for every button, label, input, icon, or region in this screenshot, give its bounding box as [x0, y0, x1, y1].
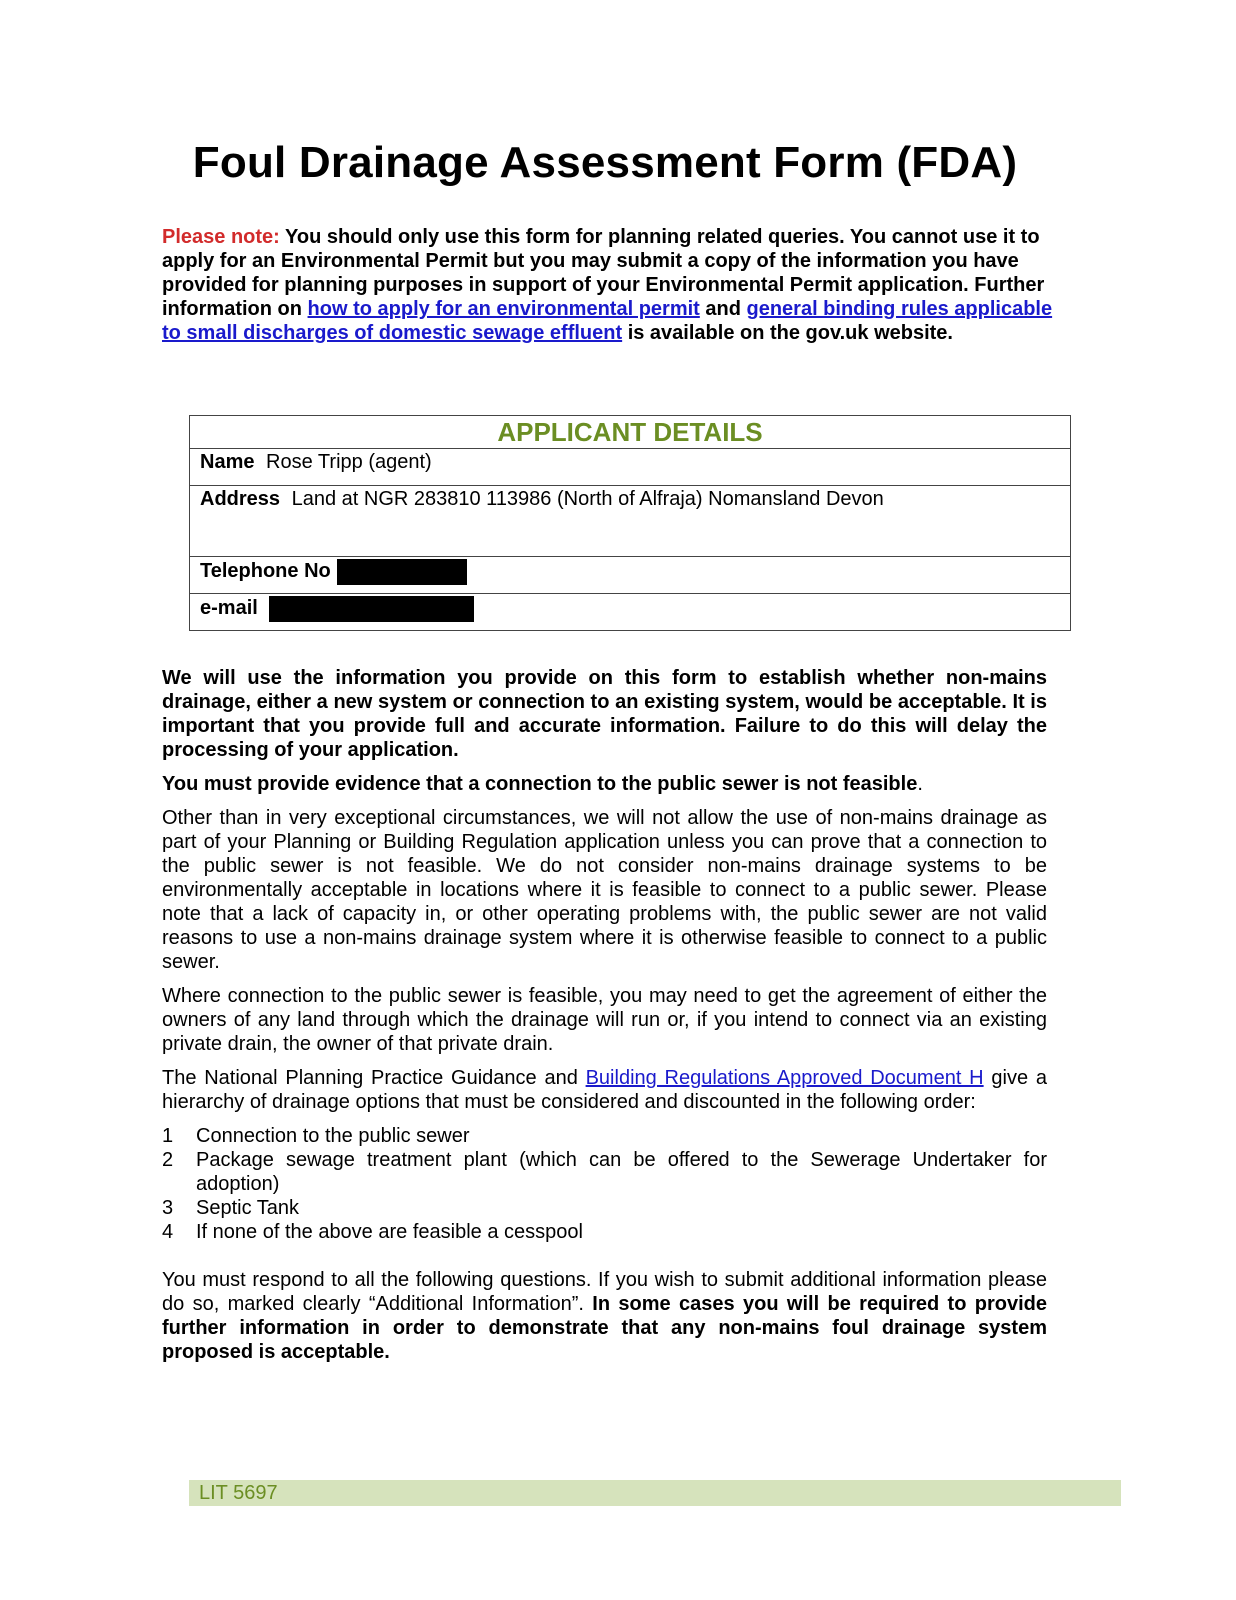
note-text-3: is available on the gov.uk website.: [622, 322, 953, 344]
drainage-options-list: [162, 1124, 1047, 1244]
agreement-paragraph: Where connection to the public sewer is feasible, you may need to get the agreement of either the owners of any land through which the drainage will run or, if you intend to connect via an existing private drain, the owner of that private drain.: [162, 985, 1047, 1055]
feasibility-paragraph: Other than in very exceptional circumstances, we will not allow the use of non-mains drainage as part of your Planning or Building Regulation application unless you can prove that a connection to the public sewer is not feasible. We do not consider non-mains drainage systems to be environmentally acceptable in locations where it is feasible to connect to a public sewer. Please note that a lack of capacity in, or other operating problems with, the public sewer are not valid reasons to use a non-mains drainage system where it is otherwise feasible to connect to a public sewer.: [162, 807, 1047, 973]
hierarchy-paragraph: [162, 1066, 1047, 1114]
name-value: Rose Tripp (agent): [266, 451, 432, 473]
list-item: [162, 1148, 1047, 1196]
address-value: Land at NGR 283810 113986 (North of Alfraja) Nomansland Devon: [291, 488, 884, 510]
evidence-paragraph: [162, 772, 1047, 796]
name-label: Name: [200, 451, 255, 473]
option-text: If none of the above are feasible a cesspool: [196, 1221, 583, 1243]
approved-document-h-link[interactable]: Building Regulations Approved Document H: [585, 1067, 984, 1089]
option-number: 3: [162, 1197, 174, 1219]
applicant-details-table: [189, 415, 1071, 631]
closing-paragraph: [162, 1268, 1047, 1364]
evidence-end: .: [917, 773, 923, 795]
note-text-2: and: [699, 298, 747, 320]
document-reference-footer: LIT 5697: [189, 1480, 1121, 1506]
hierarchy-text-2: give a hierarchy of drainage options that must be considered and discounted in the following order:: [162, 1067, 1047, 1113]
list-item: [162, 1220, 1047, 1244]
telephone-row: [190, 557, 1071, 594]
intro-paragraph: We will use the information you provide on this form to establish whether non-mains drainage, either a new system or connection to an existing system, would be acceptable. It is important that you provide full and accurate information. Failure to do this will delay the processing of your application.: [162, 667, 1047, 761]
name-row: [190, 449, 1071, 486]
email-label: e-mail: [200, 597, 258, 619]
closing-text: You must respond to all the following questions. If you wish to submit additional information please do so, marked clearly “Additional Information”.: [162, 1269, 1047, 1315]
option-number: 1: [162, 1125, 174, 1147]
environmental-permit-link[interactable]: how to apply for an environmental permit: [307, 298, 700, 320]
evidence-text: You must provide evidence that a connection to the public sewer is not feasible: [162, 773, 918, 795]
planning-note: [162, 225, 1062, 345]
hierarchy-text-1: The National Planning Practice Guidance and: [162, 1067, 586, 1089]
note-label: Please note:: [162, 226, 280, 248]
applicant-details-heading: APPLICANT DETAILS: [190, 416, 1071, 449]
option-text: Connection to the public sewer: [196, 1125, 470, 1147]
option-number: 2: [162, 1149, 174, 1171]
assessment-body: [162, 666, 1047, 1374]
list-item: [162, 1196, 1047, 1220]
general-binding-rules-link[interactable]: general binding rules applicable to small discharges of domestic sewage effluent: [162, 298, 1053, 344]
address-row: [190, 486, 1071, 557]
option-number: 4: [162, 1221, 174, 1243]
list-item: [162, 1124, 1047, 1148]
page-title: Foul Drainage Assessment Form (FDA): [192, 138, 1018, 187]
option-text: Septic Tank: [196, 1197, 300, 1219]
telephone-label: Telephone No: [200, 560, 331, 582]
email-row: [190, 594, 1071, 631]
telephone-redaction: [337, 559, 467, 585]
note-text-1: You should only use this form for planning related queries. You cannot use it to apply for an Environmental Permit but you may submit a copy of the information you have provided for planning purposes in support of your Environmental Permit application. Further information on: [162, 226, 1045, 320]
address-label: Address: [200, 488, 281, 510]
email-redaction: [269, 596, 474, 622]
closing-bold-text: In some cases you will be required to provide further information in order to demonstrate that any non-mains foul drainage system proposed is acceptable.: [162, 1293, 1048, 1363]
option-text: Package sewage treatment plant (which can be offered to the Sewerage Undertaker for adoption): [196, 1149, 1047, 1195]
